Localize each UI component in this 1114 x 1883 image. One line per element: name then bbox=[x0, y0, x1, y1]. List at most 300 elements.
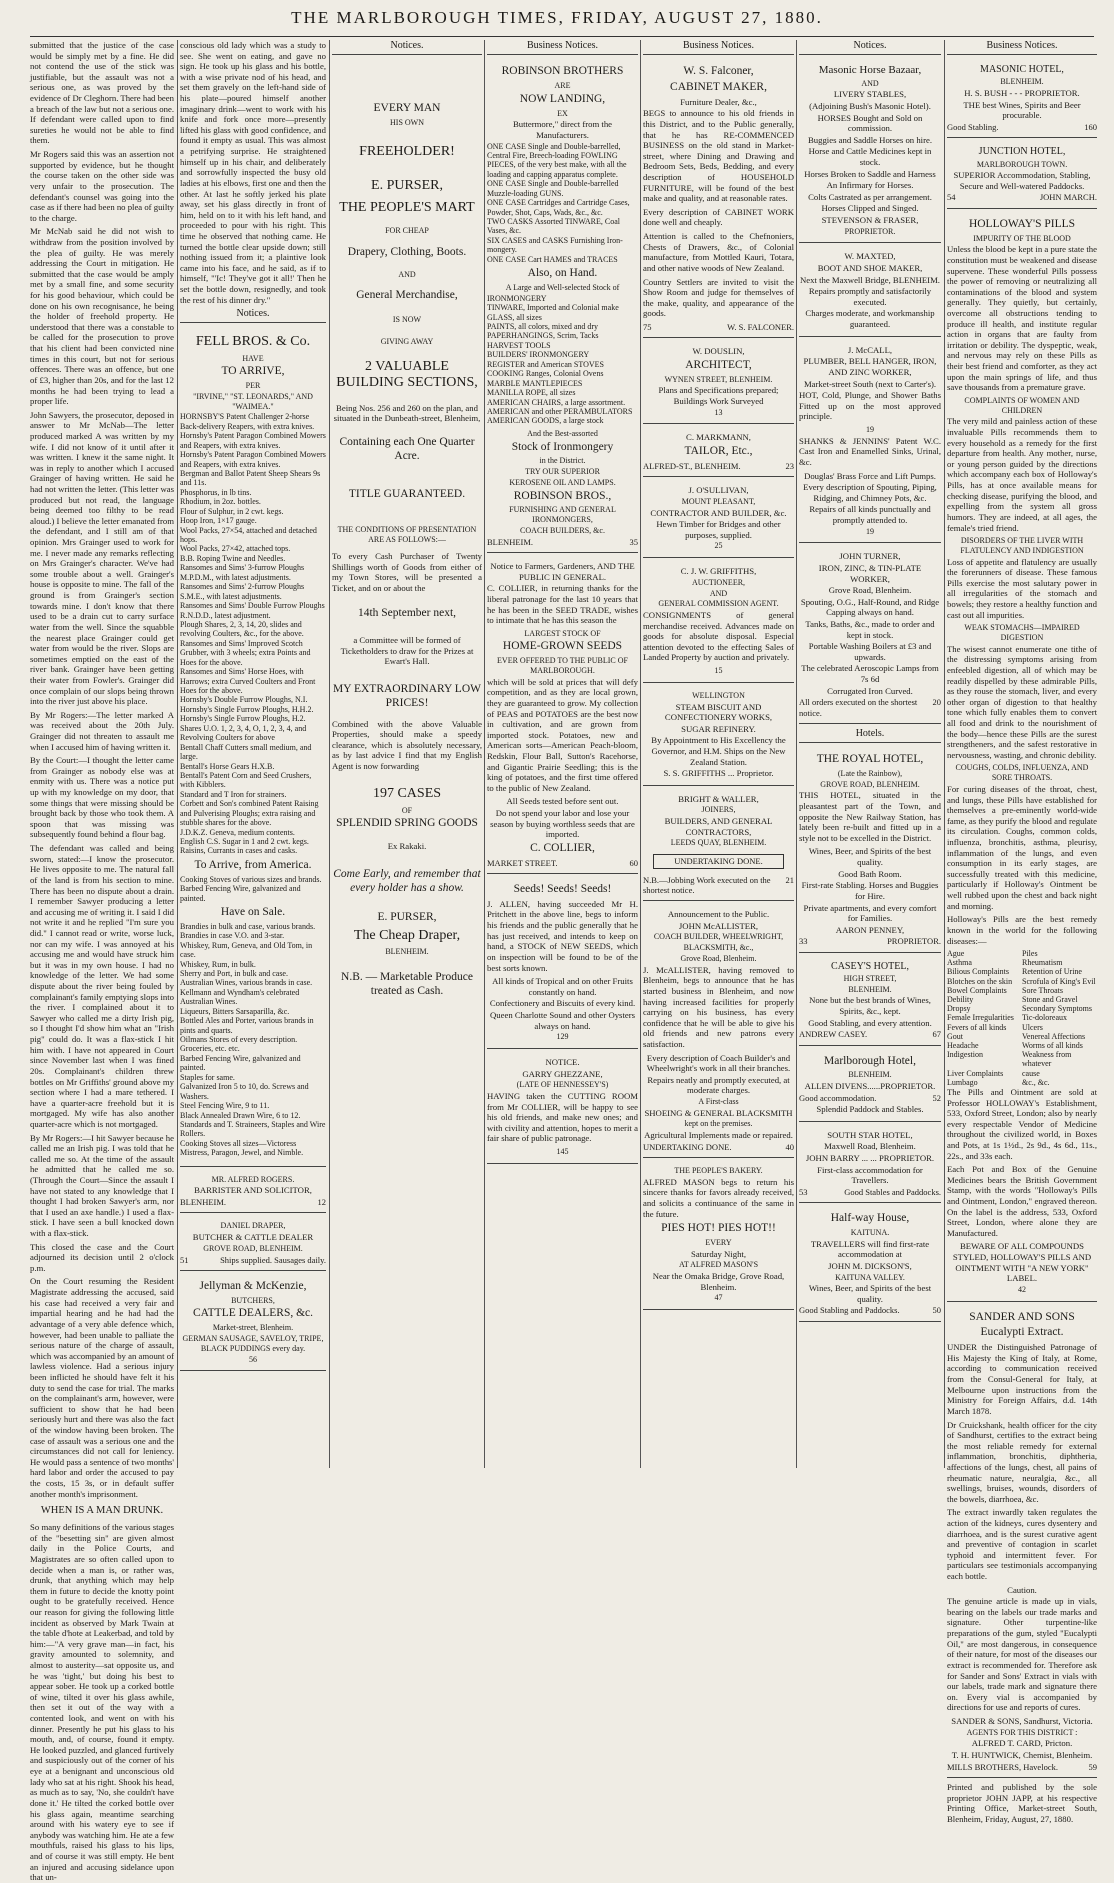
list-item: English C.S. Sugar in 1 and 2 cwt. kegs. bbox=[180, 837, 309, 846]
ad-text: Good Bath Room. bbox=[838, 868, 902, 879]
ad-subtitle: Have on Sale. bbox=[220, 905, 286, 918]
ad-text: C. MARKMANN, bbox=[686, 432, 751, 443]
ad-subtitle: GARRY GHEZZANE, bbox=[522, 1068, 603, 1079]
ad-text: FOR CHEAP bbox=[385, 226, 429, 236]
item-list bbox=[180, 412, 326, 856]
ad-text: HOT, Cold, Plunge, and Shower Baths Fitted up on the most approved principle. bbox=[799, 390, 941, 422]
ad-text: "IRVINE," "ST. LEONARDS," AND "WAIMEA." bbox=[193, 391, 313, 411]
section-heading: Notices. bbox=[332, 40, 482, 55]
list-item: Kellmann and Wyndham's celebrated Australian Wines. bbox=[180, 987, 300, 1007]
column-6 bbox=[799, 40, 941, 1470]
ad-text: Agricultural Implements made or repaired. bbox=[644, 1130, 793, 1141]
ad-text: MILLS BROTHERS, Havelock. bbox=[947, 1761, 1058, 1772]
ad-text: N.B. — Marketable Produce treated as Cash. bbox=[341, 971, 473, 997]
column-rule bbox=[484, 40, 485, 1468]
ad-text: kept on the premises. bbox=[684, 1119, 753, 1129]
ad-text: The celebrated Aeroscopic Lamps from 7s 6d bbox=[801, 663, 939, 685]
ad-place: BLENHEIM. bbox=[487, 536, 534, 547]
ad-number: 129 bbox=[556, 1032, 569, 1042]
court-report-paragraph: By the Court:—I thought the letter came from Grainger as nobody else was at enmity with us. There was a notice put up with my knowledge on my door, that some things that were missing should be brought back by those who took them. A spoon that was missing was subsequently found behind a flour bag. bbox=[30, 755, 174, 840]
ad-text: BUTCHERS, bbox=[231, 1295, 275, 1305]
ad-text: JOHN MARCH. bbox=[1039, 192, 1097, 203]
ad-text: OF bbox=[401, 805, 413, 815]
ad-subtitle: SUGAR REFINERY. bbox=[681, 723, 756, 734]
ad-subtitle: Drapery, Clothing, Boots. bbox=[347, 245, 467, 258]
list-item: Steel Fencing Wire, 9 to 11. bbox=[180, 1101, 270, 1111]
disease-item: Retention of Urine bbox=[1022, 967, 1082, 977]
ad-text: Holloway's Pills are the best remedy known in the world for the following diseases:— bbox=[947, 914, 1097, 946]
ad-text: Horses Broken to Saddle and Harness bbox=[804, 168, 936, 179]
masthead-rule bbox=[30, 36, 1094, 37]
fell-bros-ad bbox=[180, 328, 326, 1166]
mcallister-ad bbox=[643, 905, 794, 1158]
ad-text: BLACKSMITH, &c., bbox=[683, 943, 754, 953]
list-item: COOKING Ranges, Colonial Ovens bbox=[487, 369, 604, 379]
item-list bbox=[487, 142, 638, 265]
list-item: REGISTER and American STOVES bbox=[487, 359, 604, 369]
ad-text: Douglas' Brass Force and Lift Pumps. bbox=[804, 470, 936, 481]
ad-text: GENERAL COMMISSION AGENT. bbox=[658, 599, 779, 609]
ad-text: W. MAXTED, bbox=[844, 251, 896, 262]
list-item: Cooking Stoves all sizes—Victoress Mistress, Paragon, Jewel, and Nimble. bbox=[180, 1138, 304, 1158]
item-list bbox=[487, 294, 638, 426]
ad-text: SHANKS & JENNINS' Patent W.C. Cast Iron and Enamelled Sinks, Urinal, &c. bbox=[799, 435, 941, 467]
ad-text: JOINERS, bbox=[701, 805, 736, 815]
ad-text: JOHN BARRY ... ... PROPRIETOR. bbox=[805, 1152, 935, 1163]
ad-title: CONTRACTOR AND BUILDER, &c. bbox=[650, 507, 787, 518]
court-report-paragraph: By Mr Rogers:—The letter marked A was received about the 20th July. Grainger did not threaten to assault me when I accused him of having written it. bbox=[30, 709, 174, 752]
disease-item: Venereal Affections bbox=[1022, 1031, 1086, 1041]
list-item: Bergman and Ballot Patent Sheep Shears 9s and 11s. bbox=[180, 468, 321, 488]
list-item: Flour of Sulphur, in 2 cwt. kegs. bbox=[180, 506, 284, 516]
list-item: PAPERHANGINGS, Scrim, Tacks bbox=[487, 331, 599, 341]
ad-text: COACH BUILDER, WHEELWRIGHT, bbox=[653, 932, 784, 942]
list-item: Barbed Fencing Wire, galvanized and painted. bbox=[180, 884, 301, 903]
ad-place: MOUNT PLEASANT, bbox=[681, 496, 756, 506]
holloway-pills-ad bbox=[947, 213, 1097, 1302]
ad-title: THE PEOPLE'S MART bbox=[339, 199, 475, 215]
ad-place: MARKET STREET. bbox=[487, 857, 558, 868]
ad-text: Do not spend your labor and lose your season by buying worthless seeds that are imported. bbox=[490, 808, 635, 840]
item-list bbox=[180, 875, 326, 903]
ad-place: MARLBOROUGH TOWN. bbox=[976, 159, 1068, 169]
ad-text: The very mild and painless action of these invaluable Pills recommends them to every household as a remedy for the first departure from health. Any mother, nurse, or young person guided by the directions which accompany each box of Holloway's Pills, has at once available means for checking disease, purifying the blood, and expelling from the system all gross humors. They are indeed, at all ages, the female's tried friend. bbox=[947, 416, 1097, 533]
ad-text: Every description of Coach Builder's and Wheelwright's work in all their branches. bbox=[646, 1052, 791, 1074]
ad-number: 75 bbox=[643, 321, 652, 332]
list-item: Plough Shares, 2, 3, 14, 20, slides and revolving Coulters, &c., for the above. bbox=[180, 619, 304, 639]
disease-item: Piles bbox=[1022, 949, 1038, 959]
ad-text: HAVE bbox=[242, 353, 264, 363]
list-item: Whiskey, Rum, in bulk. bbox=[180, 959, 256, 969]
ad-text: ALFRED MASON begs to return his sincere thanks for favors already received, and solicits a continuance of the same in the future. bbox=[643, 1176, 794, 1219]
ad-text: Corrugated Iron Curved. bbox=[827, 685, 913, 696]
list-item: Groceries, etc. etc. bbox=[180, 1044, 240, 1054]
list-item: Standards and T. Straineers, Staples and Wire Rollers. bbox=[180, 1119, 326, 1139]
ad-subtitle: TO ARRIVE, bbox=[221, 365, 285, 378]
ad-text: Buggies and Saddle Horses on hire. bbox=[807, 134, 933, 145]
ad-text: AUCTIONEER, bbox=[691, 577, 746, 587]
ad-subtitle: Also, on Hand. bbox=[527, 267, 598, 280]
ad-text: The wisest cannot enumerate one tithe of the distressing symptoms arising from enfeebled digestion, all of which may be readily dispelled by these admirable Pills, as they rouse the stomach, liver, and every other organ of digestion to that healthy tone which fully enables them to convert all food and drink to the nourishment of the body—hence these Pills are the surest strengtheners, and the safest restorative in nervousness, wasting, and chronic debility. bbox=[947, 643, 1097, 760]
ad-text: ALFRED T. CARD, Pricton. bbox=[971, 1738, 1073, 1749]
ad-title: ROBINSON BROS., bbox=[513, 489, 612, 502]
ad-text: J. McCALL, bbox=[847, 344, 893, 355]
ad-text: Repairs neatly and promptly executed, at moderate charges. bbox=[647, 1074, 790, 1096]
robinson-ad bbox=[487, 60, 638, 553]
ad-subtitle: CABINET MAKER, bbox=[670, 80, 767, 93]
list-item: Rhodium, in 2oz. bottles. bbox=[180, 497, 261, 507]
royal-hotel-ad bbox=[799, 748, 941, 953]
ad-text: SUPERIOR Accommodation, Stabling, Secure and Well-watered Paddocks. bbox=[953, 170, 1091, 191]
ad-subtitle: Stock of Ironmongery bbox=[511, 440, 614, 453]
ad-text: Queen Charlotte Sound and other Oysters always on hand. bbox=[489, 1009, 635, 1031]
ad-title: W. S. Falconer, bbox=[683, 65, 754, 78]
court-report-paragraph: On the Court resuming the Resident Magistrate addressing the accused, said his case had received a very fair and impartial hearing and he had had the advantage of a very able defence which, however, had been unable to palliate the serious nature of the charge of assault, which was accompanied by an amount of lawless violence. Had a serious injury been inflicted he should have felt it his duty to send the case for trial. The marks on the complainant's arm, however, were sufficient to show that he had been seriously hurt and there was also the fact of the window having been broken. The case of assault was a serious one and the circumstances did not call for leniency. He would pass a sentence of two months' hard labor and order the accused to pay the costs, 15 3s, or in default suffer another month's imprisonment. bbox=[30, 1276, 174, 1499]
ad-title: TAILOR, Etc., bbox=[684, 445, 753, 458]
ad-subtitle: PIES HOT! PIES HOT!! bbox=[661, 1222, 776, 1235]
ad-text: ARE bbox=[554, 80, 571, 90]
mccall-ad bbox=[799, 341, 941, 544]
ad-text: Horses Clipped and Singed. bbox=[821, 203, 919, 214]
ad-title: THE ROYAL HOTEL, bbox=[816, 753, 924, 766]
turner-ad bbox=[799, 547, 941, 724]
ad-text: Each Pot and Box of the Genuine Medicines bears the British Government Stamp, with the words "Holloway's Pills and Ointment, London," engraved thereon. On the label is the address, 533, Oxford Street, London, where alone they are Manufactured. bbox=[947, 1164, 1097, 1238]
column-3 bbox=[332, 40, 482, 1470]
draper-ad bbox=[180, 1217, 326, 1270]
disease-item: Indigestion bbox=[947, 1050, 983, 1060]
disease-item: Debility bbox=[947, 995, 974, 1005]
court-report-paragraph: submitted that the justice of the case would be simply met by a fine. He did not contend the use of the stick was justifiable, but the assault was not a serious one, as was proved by the evidence of Dr Cleghorn. There had been a breach of the law but not a serious one. If defendant were called upon to find sureties he would not be able to find them. bbox=[30, 40, 174, 146]
list-item: Hornsby's Double Furrow Ploughs, N.I. bbox=[180, 695, 308, 705]
wellington-ad bbox=[643, 687, 794, 786]
ad-title: HOLLOWAY'S PILLS bbox=[968, 217, 1076, 230]
ad-text: BEGS to announce to his old friends in this District, and to the Public generally, that he has RE-COMMENCED BUSINESS on the old stand in Market-street, where Dining and Drawing and Bedroom Sets, Beds, Bedding, and every description of HOUSEHOLD FURNITURE, will be found of the best make and quality, and at reasonable rates. bbox=[643, 108, 794, 204]
disease-item: Blotches on the skin bbox=[947, 976, 1013, 986]
ad-text: Saturday Night, bbox=[690, 1248, 746, 1259]
court-report-paragraph: By Mr Rogers:—I hit Sawyer because he called me an Irish pig. I was told that he called me so. At the time of the assault he admitted that he called me so. (Through the Court—Since the assault I have not stated to any knowledge that I thought I had broken Sawyer's arm, nor that I used an axe handle.) I used a flax-stick. I have seen a bull knocked down with a flax-stick. bbox=[30, 1132, 174, 1239]
list-item: Raisins, Currants in cases and casks. bbox=[180, 846, 298, 856]
ad-title: FELL BROS. & Co. bbox=[195, 334, 311, 350]
ad-boxed-label: UNDERTAKING DONE. bbox=[653, 854, 784, 868]
list-item: MANILLA ROPE, all sizes bbox=[487, 388, 576, 398]
list-item: Wool Packs, 27×42, attached tops. bbox=[180, 544, 291, 554]
ad-text: JOHN TURNER, bbox=[839, 551, 901, 562]
ad-text: AGENTS FOR THIS DISTRICT : bbox=[966, 1727, 1078, 1737]
list-item: HARVEST TOOLS bbox=[487, 340, 551, 350]
list-item: AMERICAN GOODS, a large stock bbox=[487, 416, 604, 426]
column-7 bbox=[947, 40, 1097, 1824]
list-item: ONE CASE Single and Double-barrelled, Central Fire, Breech-loading FOWLING PIECES, of the very best make, with all the loading and capping apparatus complete. bbox=[487, 141, 627, 179]
ad-text: Private apartments, and every comfort for Families. bbox=[803, 902, 937, 924]
ad-title: BRIGHT & WALLER, bbox=[678, 793, 759, 804]
ad-number: 51 bbox=[180, 1254, 189, 1265]
ad-text: Good accommodation. bbox=[799, 1092, 877, 1103]
ad-title: Announcement to the Public. bbox=[667, 909, 770, 920]
disease-list bbox=[947, 949, 1097, 1087]
ad-number: 56 bbox=[249, 1354, 257, 1364]
list-item: AMERICAN CHAIRS, a large assortment. bbox=[487, 397, 626, 407]
list-item: Bentall's Horse Gears H.X.B. bbox=[180, 761, 275, 771]
ad-text: THE best Wines, Spirits and Beer procurable. bbox=[963, 99, 1081, 121]
list-item: Barbed Fencing Wire, galvanized and painted. bbox=[180, 1053, 301, 1073]
ad-text: Come Early, and remember that every holder has a show. bbox=[333, 867, 481, 894]
ad-text: Wines, Beer, and Spirits of the best quality. bbox=[808, 1283, 932, 1304]
list-item: Hornsby's Patent Paragon Combined Mowers and Reapers, with extra knives. bbox=[180, 450, 326, 469]
section-heading: Notices. bbox=[180, 308, 326, 323]
list-item: BUILDERS' IRONMONGERY bbox=[487, 350, 590, 360]
ad-text: Repairs of all kinds punctually and promptly attended to. bbox=[809, 504, 931, 525]
disease-item: Headache bbox=[947, 1040, 979, 1050]
ad-number: 67 bbox=[932, 1029, 941, 1040]
list-item: Bottled Ales and Porter, various brands in pints and quarts. bbox=[180, 1016, 314, 1035]
disease-item: Rheumatism bbox=[1022, 958, 1063, 968]
ad-number: 59 bbox=[1088, 1761, 1097, 1772]
ad-text: W. S. FALCONER. bbox=[727, 321, 794, 332]
ad-text: EX bbox=[557, 108, 568, 118]
ad-text: Good Stables and Paddocks. bbox=[844, 1186, 941, 1197]
ad-subtitle: JOHN M. DICKSON'S, bbox=[828, 1260, 912, 1271]
ad-text: Buttermore," direct from the Manufacturers. bbox=[512, 119, 613, 140]
ad-title: Seeds! Seeds! Seeds! bbox=[513, 883, 612, 896]
ad-text: HIS OWN bbox=[390, 117, 424, 127]
ad-text: To every Cash Purchaser of Twenty Shillings worth of Goods from either of my Town Stores, will be presented a Ticket, and on or about the bbox=[332, 550, 482, 593]
disease-item: Secondary Symptoms bbox=[1022, 1004, 1092, 1014]
ad-text: Near the Omaka Bridge, Grove Road, Blenheim. bbox=[652, 1271, 785, 1292]
ad-title: JUNCTION HOTEL, bbox=[978, 146, 1066, 158]
disease-item: Weakness from whatever bbox=[1022, 1050, 1072, 1069]
ad-text: Good Stabling. bbox=[947, 121, 999, 132]
list-item: Ransomes and Sims' 2-furrow Ploughs S.M.E., with latest adjustments. bbox=[180, 582, 305, 601]
court-report-paragraph: John Sawyers, the prosecutor, deposed in answer to Mr McNab—The letter produced marked A was written by my wife. I did not know of it until after it was written. I knew it the same night. It was in reply to another which I accused Grainger of having written. He said he had not written the letter. (This letter was produced but not read, the language being deemed too filthy to be read aloud.) I believe the letter emanated from the defendant, and I still am of that opinion. Mrs Grainger used to work for me. I never made any remarks reflecting on Mrs Grainger's character. We've had some trouble about a well. Grainger's house is opposite to mine. The fall of the ground is from Grainger's section towards mine. I don't know that there used to be a drain cut to carry surface water from the well. Since the squabble the nearest place Grainger could get water from would be the river. Slops are sometimes emptied on the east of the river bank. Grainger have been getting their water from Fowler's. Grainger did once complain of our slops being thrown into the river just above his place. bbox=[30, 409, 175, 707]
ad-title: BOOT AND SHOE MAKER, bbox=[817, 263, 923, 274]
ad-text: Tanks, Baths, &c., made to order and kept in stock. bbox=[805, 618, 935, 640]
ad-subtitle: TITLE GUARANTEED. bbox=[348, 487, 466, 500]
disease-item: Liver Complaints bbox=[947, 1068, 1004, 1078]
list-item: Liqueurs, Bitters Sarsaparilla, &c. bbox=[180, 1006, 290, 1016]
ad-subtitle: SPLENDID SPRING GOODS bbox=[336, 817, 478, 830]
ad-text: HORSES Bought and Sold on commission. bbox=[817, 112, 923, 134]
ad-number: 33 bbox=[799, 936, 808, 947]
caseys-hotel-ad bbox=[799, 957, 941, 1046]
ad-text: PER bbox=[245, 381, 261, 391]
ad-text: PROPRIETOR. bbox=[887, 936, 941, 947]
ad-text: which will be sold at prices that will defy competition, and as they are local grown, they are guaranteed to grow. My collection of PEAS and POTATOES are the best now in cultivation, and are grown from imported stock. Potatoes, new and American sorts—American Peach-bloom, Redskin, Flour Ball, Sutton's Racehorse, and Gigantic Prairie Seedling; this is the king of potatoes, and the first time offered to the public of New Zealand. bbox=[487, 676, 638, 793]
list-item: Phosphorus, in lb tins. bbox=[180, 487, 252, 497]
list-item: Wool Packs, 27×54, attached and detached hops. bbox=[180, 525, 317, 544]
ad-text: EVER OFFERED TO THE PUBLIC OF MARLBOROUGH. bbox=[497, 656, 628, 676]
ad-text: UNDER the Distinguished Patronage of His Majesty the King of Italy, at Rome, according to communication received from the Consul-General for Italy, at Melbourne upon instructions from the Ministry for Foreign Affairs, d.d. 14th March 1878. bbox=[947, 1342, 1097, 1416]
court-report-paragraph: Mr McNab said he did not wish to withdraw from the position involved by the plea of guilty. He was merely addressing the Court in mitigation. He submitted that the case would be amply met by a small fine, and some security for his good behaviour, which could be done on his own recognisance, he being the holder of freehold property. He understood that there was a constable to be called for the prosecution to prove that his client had been convicted nine times in this court, but not for serious offences. There was an offence, but one of £3, higher than 20s, and for the last 12 months he had been trying to lead a proper life. bbox=[30, 226, 174, 407]
ad-text: Market-street South (next to Carter's). bbox=[803, 378, 937, 389]
list-item: Staples for same. bbox=[180, 1072, 235, 1082]
ad-title: E. PURSER, bbox=[377, 911, 437, 924]
disease-item: Asthma bbox=[947, 958, 972, 968]
ad-text: For curing diseases of the throat, chest, and lungs, these Pills have established for themselves a pre-eminently world-wide fame, as they purify the blood and regulate its circulation. Coughs, common colds, influenza, bronchitis, asthma, pleurisy, inflammation of the lungs, and even consumption in its early stages, are successfully treated with this medicine, particularly if Holloway's Ointment be well rubbed upon the chest and back night and morning. bbox=[947, 783, 1097, 911]
disease-item: &c., &c. bbox=[1022, 1077, 1050, 1087]
bright-waller-ad bbox=[643, 790, 794, 901]
ad-number: 50 bbox=[932, 1305, 941, 1316]
disease-item: Dropsy bbox=[947, 1004, 971, 1014]
list-item: Ransomes and Sims' Improved Scotch Grubber, with 3 wheels; extra Points and Hoes for the above. bbox=[180, 638, 311, 667]
ad-title: The Cheap Draper, bbox=[353, 928, 461, 944]
list-item: Shares U.O. 1, 2, 3, 4, O, 1, 2, 3, 4, and Revolving Coulters for above bbox=[180, 723, 307, 743]
ad-text: HIGH STREET, bbox=[843, 973, 897, 983]
ad-text: SANDER & SONS, Sandhurst, Victoria. bbox=[951, 1715, 1093, 1726]
ad-text: A First-class bbox=[698, 1097, 739, 1107]
ad-subtitle: General Merchandise, bbox=[356, 289, 458, 302]
ad-text: All Seeds tested before sent out. bbox=[506, 796, 619, 807]
ad-place: ALFRED-ST., BLENHEIM. bbox=[643, 460, 741, 471]
sander-sons-ad bbox=[947, 1306, 1097, 1778]
imprint: Printed and published by the sole proprietor JOHN JAPP, at his respective Printing Office, Market-street South, Blenheim, Friday, August, 27, 1880. bbox=[947, 1781, 1097, 1824]
ad-title: C. COLLIER, bbox=[530, 841, 595, 854]
ad-text: Every description of Spouting, Piping, Ridging, and Chimney Pots, &c. bbox=[803, 482, 937, 503]
ad-subhead: Caution. bbox=[1007, 1584, 1037, 1595]
ad-title: STEAM BISCUIT AND CONFECTIONERY WORKS, bbox=[664, 701, 773, 723]
jellyman-ad bbox=[180, 1275, 326, 1371]
ad-text: EVERY MAN bbox=[373, 102, 441, 115]
ad-subhead: DISORDERS OF THE LIVER WITH FLATULENCY AND INDIGESTION bbox=[960, 536, 1084, 555]
ad-text: The Pills and Ointment are sold at Professor HOLLOWAY's Establishment, 533, Oxford Street, London; also by nearly every respectable Vendor of Medicine throughout the civilized world, in Boxes and Pots, at 1s 1½d., 2s 9d., 4s 6d., 11s., 22s., and 33s each. bbox=[947, 1086, 1097, 1161]
list-item: Australian Wines, various brands in case. bbox=[180, 978, 313, 988]
list-item: ONE CASE Single and Double-barrelled Muzzle-loading GUNS. bbox=[487, 179, 619, 198]
court-report-paragraph: Mr Rogers said this was an assertion not supported by evidence, but he thought the course taken on the other side was very unfair to the prosecution. The defendant's counsel was going into the case as if there had been no plea of guilty to the charge. bbox=[30, 149, 175, 223]
ad-text: Good Stabling, and every attention. bbox=[808, 1017, 932, 1028]
disease-item: Bilious Complaints bbox=[947, 967, 1010, 977]
ad-text: First-rate Stabling. Horses and Buggies for Hire. bbox=[801, 880, 939, 901]
ad-text: COACH BUILDERS, &c. bbox=[520, 525, 605, 535]
ad-text: Being Nos. 256 and 260 on the plan, and situated in the Dunbeath-street, Blenheim, bbox=[333, 402, 481, 424]
ad-place: KAITUNA VALLEY. bbox=[835, 1272, 905, 1282]
ad-text: Horse and Cattle Medicines kept in stock. bbox=[808, 146, 932, 167]
ad-text: TRY OUR SUPERIOR bbox=[525, 467, 600, 477]
ad-place: BLENHEIM. bbox=[180, 1197, 227, 1208]
ad-title: 2 VALUABLE BUILDING SECTIONS, bbox=[336, 358, 478, 390]
ad-text: a Committee will be formed of Ticketholders to draw for the Prizes at Ewart's Hall. bbox=[340, 635, 474, 667]
ad-text: Good Stabling and Paddocks. bbox=[799, 1305, 900, 1316]
ad-place: KAITUNA. bbox=[850, 1227, 890, 1237]
ad-text: J. ALLEN, having succeeded Mr H. Pritchett in the above line, begs to inform his friends and the public generally that he has just received, and intends to keep on hand, a STOCK of NEW SEEDS, which on inspection will be found to be of the best sorts known. bbox=[487, 898, 638, 973]
section-heading: Notices. bbox=[799, 40, 941, 55]
ad-text: Plans and Specifications prepared; Buildings Work Surveyed bbox=[658, 385, 779, 407]
ad-text: W. DOUSLIN, bbox=[692, 346, 745, 357]
list-item: Whiskey, Rum, Geneva, and Old Tom, in case. bbox=[180, 940, 313, 960]
section-heading: Business Notices. bbox=[643, 40, 794, 55]
ad-place: LEEDS QUAY, BLENHEIM. bbox=[670, 838, 767, 848]
list-item: Hornsby's Patent Paragon Combined Mowers and Reapers, with extra knives. bbox=[180, 431, 326, 450]
ad-title: Masonic Horse Bazaar, bbox=[818, 64, 922, 77]
ad-text: None but the best brands of Wines, Spirits, &c., kept. bbox=[809, 995, 931, 1017]
ad-text: Ex Rakaki. bbox=[387, 841, 427, 852]
masonic-hotel-ad bbox=[947, 60, 1097, 138]
disease-item: Bowel Complaints bbox=[947, 985, 1007, 995]
ad-title: E. PURSER, bbox=[371, 177, 443, 193]
collier-seeds-ad bbox=[487, 557, 638, 874]
ad-text: The extract inwardly taken regulates the action of the kidneys, cures dysentery and diarrhoea, and is the surest curative agent and preventive of contagion in scarlet typhoid and intermittent fever. For particulars see testimonials accompanying each bottle. bbox=[947, 1507, 1097, 1582]
douslin-ad bbox=[643, 342, 794, 424]
ad-number: 23 bbox=[785, 460, 794, 471]
markmann-ad bbox=[643, 428, 794, 477]
ad-text: C. COLLIER, in returning thanks for the liberal patronage for the last 10 years that he has been in the SEED TRADE, wishes to intimate that he has this season the bbox=[487, 583, 638, 626]
ad-title: FREEHOLDER! bbox=[359, 143, 455, 159]
disease-item: Fevers of all kinds bbox=[947, 1022, 1007, 1032]
ad-subtitle: HOME-GROWN SEEDS bbox=[502, 640, 623, 653]
ad-text: Unless the blood be kept in a pure state the constitution must be weakened and disease supervene. These wonderful Pills possess the power of removing or neutralizing all contaminations of the blood and system generally. They quietly, but certainly, overcome all obstructions tending to produce ill health, and institute regular action in organs that are faulty from irritation or debility. The dyspeptic, weak, and nervous may rely on these Pills as their best friend and comforter, as they act upon the main springs of life, and thus save thousands from a premature grave. bbox=[947, 244, 1097, 393]
ad-subhead: COMPLAINTS OF WOMEN AND CHILDREN bbox=[964, 395, 1080, 415]
falconer-ad bbox=[643, 60, 794, 338]
ad-text: HAVING taken the CUTTING ROOM from Mr COLLIER, will be happy to see his old friends, and make new ones; and with civility and attention, hopes to merit a fair share of public patronage. bbox=[487, 1090, 638, 1144]
ad-text: An Infirmary for Horses. bbox=[826, 180, 914, 191]
griffiths-ad bbox=[643, 562, 794, 683]
ad-text: (LATE OF HENNESSEY'S) bbox=[516, 1080, 609, 1090]
ad-title: THE PEOPLE'S BAKERY. bbox=[674, 1166, 763, 1176]
ad-text: EVERY bbox=[705, 1238, 732, 1248]
column-rule bbox=[329, 40, 330, 1468]
list-item: SIX CASES and CASKS Furnishing Iron-mongery. bbox=[487, 235, 623, 255]
list-item: ONE CASE Cart HAMES and TRACES bbox=[487, 254, 618, 264]
ad-place: BLENHEIM. bbox=[848, 1070, 892, 1080]
ad-text: Country Settlers are invited to visit the Show Room and judge for themselves of the make, quality, and appearance of the goods. bbox=[643, 276, 794, 319]
ad-subtitle: LIVERY STABLES, bbox=[833, 89, 907, 100]
ad-subtitle: AARON PENNEY, bbox=[835, 924, 905, 935]
ghezzane-ad bbox=[487, 1053, 638, 1164]
item-list bbox=[180, 922, 326, 1158]
ad-text: Spouting, O.G., Half-Round, and Ridge Capping always on hand. bbox=[800, 596, 940, 618]
ad-text: Portable Washing Boilers at £3 and upwards. bbox=[808, 641, 932, 662]
masthead: THE MARLBOROUGH TIMES, FRIDAY, AUGUST 27, 1880. bbox=[291, 8, 823, 27]
ad-number: 21 bbox=[785, 874, 794, 885]
court-report-paragraph: This closed the case and the Court adjourned its decision until 2 o'clock p.m. bbox=[30, 1241, 174, 1273]
ad-subhead: WEAK STOMACHS—IMPAIRED DIGESTION bbox=[964, 623, 1080, 643]
disease-item: Female Irregularities bbox=[947, 1013, 1014, 1023]
disease-item: Sore Throats bbox=[1022, 985, 1063, 995]
ad-text: JOHN McALLISTER, bbox=[678, 920, 759, 931]
list-item: Ransomes and Sims' Horse Hoes, with Harrows; extra Curved Coulters and Front Hoes for the above. bbox=[180, 667, 316, 695]
ad-place: Grove Road, Blenheim. bbox=[680, 953, 757, 963]
ad-subtitle: Containing each One Quarter Acre. bbox=[339, 436, 475, 462]
ad-subhead: COUGHS, COLDS, INFLUENZA, AND SORE THROATS. bbox=[955, 763, 1089, 783]
ad-text: First-class accommodation for Travellers. bbox=[817, 1164, 923, 1186]
ad-text: KEROSENE OIL AND LAMPS. bbox=[509, 477, 616, 487]
ad-text: Every description of CABINET WORK done well and cheaply. bbox=[643, 206, 794, 228]
ad-number: 145 bbox=[556, 1146, 569, 1156]
ad-subtitle: SHOEING & GENERAL BLACKSMITH bbox=[644, 1107, 793, 1118]
ad-title: C. J. W. GRIFFITHS, bbox=[680, 566, 757, 577]
ad-place: GROVE ROAD, BLENHEIM. bbox=[820, 779, 920, 789]
ad-place: GROVE ROAD, BLENHEIM. bbox=[203, 1243, 303, 1253]
ad-title: 197 CASES bbox=[372, 785, 442, 801]
disease-item: Lumbago bbox=[947, 1077, 978, 1087]
list-item: PAINTS, all colors, mixed and dry bbox=[487, 322, 599, 332]
ad-text: S. S. GRIFFITHS ... Proprietor. bbox=[663, 768, 774, 779]
list-item: Standard and T Iron for strainers. bbox=[180, 789, 287, 799]
ad-title: Notice to Farmers, Gardeners, AND THE PUBLIC IN GENERAL. bbox=[490, 561, 635, 582]
article-paragraph: So many definitions of the various stages of the "besetting sin" are given almost daily in the Police Courts, and Magistrates are so often called upon to decide when a man is, or rather was, drunk, that anything which may help them in future to decide the knotty point ought to be gratefully received. Hence our reason for giving the following little incident as observed by Mark Twain at the table d'hote at Leakerbad, and told by him:—"A very grave man—in fact, his gravity amounted to solemnity, and almost to austerity—sat opposite us, and he was 'tight,' but doing his best to appear sober. He took up a corked bottle of wine, tilted it over his glass awhile, then set it out of the way with a contented look, and went on with his dinner. Presently he put his glass to his mouth, and, of course, found it empty. He looked puzzled, and glanced furtively and suspiciously out of the corner of his eye at a benignant and unconscious old lady who sat at his right. Shook his head, as much as to say, 'No, she couldn't have done it.' He tilted the corked bottle over his glass again, meantime searching around with his watery eye to see if anybody was watching him. He ate a few mouthfuls, raised his glass to his lips, and of course it was still empty. He bent an injured and accusing sidelance upon that un- bbox=[30, 1522, 174, 1883]
ad-number: 60 bbox=[629, 857, 638, 868]
ad-text: Confectionery and Biscuits of every kind. bbox=[489, 998, 636, 1009]
ad-title: NOTICE. bbox=[545, 1056, 580, 1067]
osullivan-ad bbox=[643, 481, 794, 558]
ad-number: 19 bbox=[866, 424, 874, 434]
ad-number: 35 bbox=[629, 536, 638, 547]
ad-subtitle: To Arrive, from America. bbox=[194, 858, 312, 871]
ad-text: GERMAN SAUSAGE, SAVELOY, TRIPE, BLACK PUDDINGS every day. bbox=[182, 1334, 324, 1353]
ad-title: IRON, ZINC, & TIN-PLATE WORKER, bbox=[818, 562, 922, 584]
ad-title: BUTCHER & CATTLE DEALER bbox=[192, 1232, 314, 1243]
ad-text: BLENHEIM. bbox=[385, 947, 429, 957]
ad-text: N.B.—Jobbing Work executed on the shortest notice. bbox=[643, 874, 771, 895]
ad-place: BLENHEIM. bbox=[1000, 77, 1044, 87]
